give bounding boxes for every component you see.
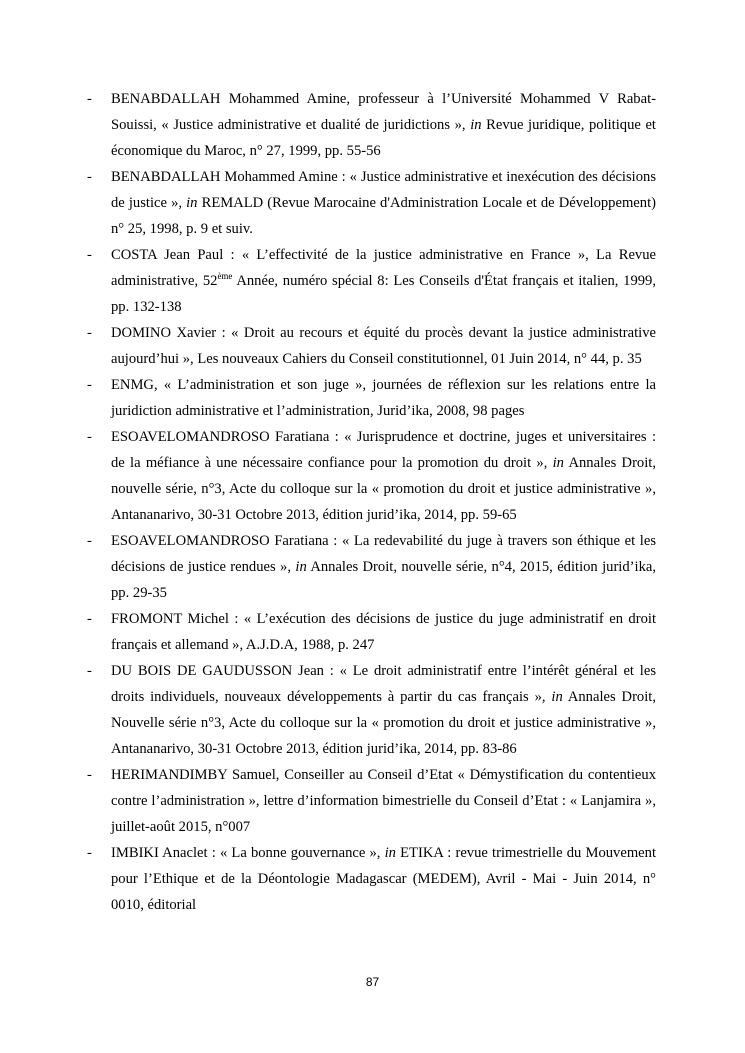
bibliography-entry [85,424,656,528]
entry-text: ENMG, « L’administration et son juge », journées de réflexion sur les relations entre la juridiction administrative et l’administration, Jurid’ika, 2008, 98 pages [111,377,656,419]
bibliography-entry [85,164,656,242]
entry-italic: in [186,195,198,211]
bibliography-entry [85,658,656,762]
bibliography-entry [85,86,656,164]
list-bullet: - [87,169,92,185]
bibliography-entry [85,242,656,320]
bibliography-entry [85,372,656,424]
entry-italic: in [470,117,482,133]
bibliography-entry [85,840,656,918]
entry-text: HERIMANDIMBY Samuel, Conseiller au Conseil d’Etat « Démystification du contentieux contre l’administration », lettre d’information bimestrielle du Conseil d’Etat : « Lanjamira », juillet-août 2015, n°007 [111,767,656,835]
entry-italic: in [384,845,396,861]
entry-text: ESOAVELOMANDROSO Faratiana : « La redevabilité du juge à travers son éthique et les décisions de justice rendues », [111,533,656,575]
entry-text: BENABDALLAH Mohammed Amine : « Justice administrative et inexécution des décisions de justice », [111,169,656,211]
bibliography-entry [85,320,656,372]
entry-rest: Annales Droit, Nouvelle série n°3, Acte du colloque sur la « promotion du droit et justice administrative », Antananarivo, 30-31 Octobre 2013, édition jurid’ika, 2014, pp. 83-86 [111,689,656,757]
list-bullet: - [87,91,92,107]
list-bullet: - [87,767,92,783]
list-bullet: - [87,377,92,393]
entry-italic: in [551,689,563,705]
bibliography-entry [85,606,656,658]
bibliography-list [85,86,656,918]
entry-rest: Annales Droit, nouvelle série, n°4, 2015, édition jurid’ika, pp. 29-35 [111,559,656,601]
entry-text: COSTA Jean Paul : « L’effectivité de la justice administrative en France », La Revue administrative, 52 [111,247,656,289]
bibliography-entry [85,528,656,606]
list-bullet: - [87,429,92,445]
entry-rest: Annales Droit, nouvelle série, n°3, Acte du colloque sur la « promotion du droit et justice administrative », Antananarivo, 30-31 Octobre 2013, édition jurid’ika, 2014, pp. 59-65 [111,455,656,523]
page-number: 87 [365,975,380,989]
list-bullet: - [87,663,92,679]
entry-text: DU BOIS DE GAUDUSSON Jean : « Le droit administratif entre l’intérêt général et les droits individuels, nouveaux développements à partir du cas français », [111,663,656,705]
entry-text: ESOAVELOMANDROSO Faratiana : « Jurisprudence et doctrine, juges et universitaires : de la méfiance à une nécessaire confiance pour la promotion du droit », [111,429,656,471]
entry-text: FROMONT Michel : « L’exécution des décisions de justice du juge administratif en droit français et allemand », A.J.D.A, 1988, p. 247 [111,611,656,653]
list-bullet: - [87,247,92,263]
entry-text: BENABDALLAH Mohammed Amine, professeur à l’Université Mohammed V Rabat-Souissi, « Justice administrative et dualité de juridictions », [111,91,656,133]
list-bullet: - [87,845,92,861]
bibliography-entry [85,762,656,840]
entry-rest: REMALD (Revue Marocaine d'Administration Locale et de Développement) n° 25, 1998, p. 9 et suiv. [111,195,656,237]
entry-rest: Revue juridique, politique et économique du Maroc, n° 27, 1999, pp. 55-56 [111,117,656,159]
list-bullet: - [87,611,92,627]
entry-text: IMBIKI Anaclet : « La bonne gouvernance », [111,845,385,861]
entry-italic: in [295,559,307,575]
entry-text: DOMINO Xavier : « Droit au recours et équité du procès devant la justice administrative aujourd’hui », Les nouveaux Cahiers du Conseil constitutionnel, 01 Juin 2014, n° 44, p. 35 [111,325,656,367]
entry-rest: ETIKA : revue trimestrielle du Mouvement pour l’Ethique et de la Déontologie Madagascar (MEDEM), Avril - Mai - Juin 2014, n° 0010, éditorial [111,845,656,913]
entry-superscript: ème [217,271,233,282]
list-bullet: - [87,325,92,341]
entry-rest: Année, numéro spécial 8: Les Conseils d'État français et italien, 1999, pp. 132-138 [111,273,656,315]
list-bullet: - [87,533,92,549]
entry-italic: in [552,455,564,471]
